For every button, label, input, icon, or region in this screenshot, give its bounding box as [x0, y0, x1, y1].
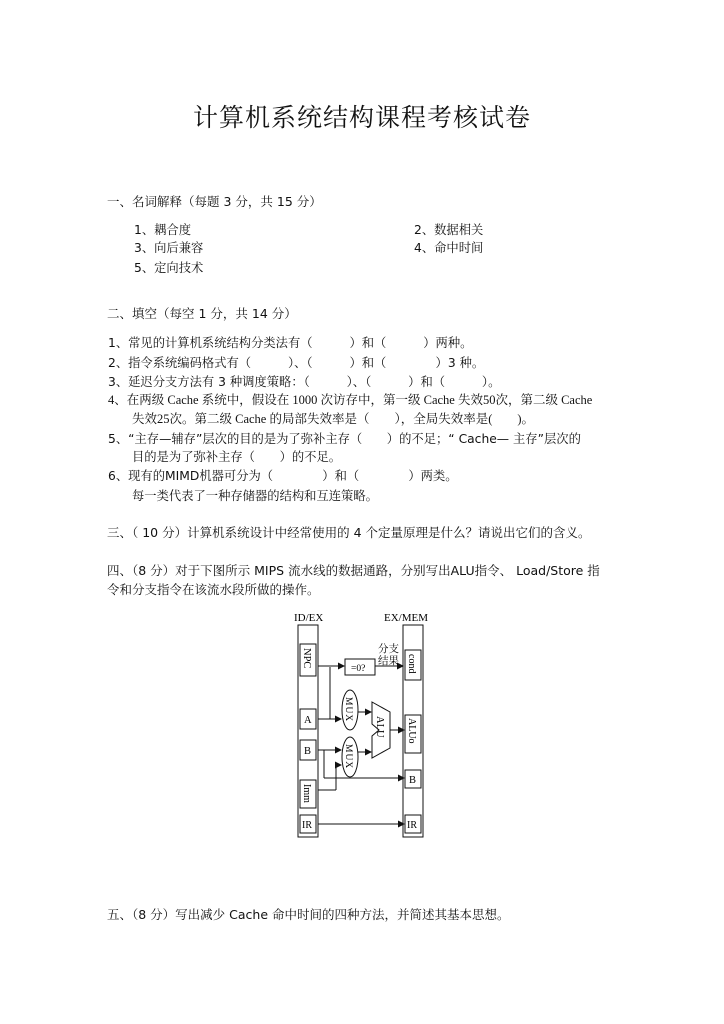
- section5-question: 五、（8 分）写出减少 Cache 命中时间的四种方法，并简述其基本思想。: [107, 907, 510, 922]
- label-id-ex: ID/EX: [294, 612, 324, 624]
- label-b: B: [304, 746, 312, 757]
- fill-line-3: 3、延迟分支方法有 3 种调度策略：（ ）、（ ）和（ ）。: [108, 375, 501, 389]
- section4-question-line1: 四、（8 分）对于下图所示 MIPS 流水线的数据通路，分别写出ALU指令、 Load/Store 指: [107, 563, 600, 578]
- fill-line-6: 6、现有的MIMD机器可分为（ ）和（ ）两类。: [108, 469, 458, 483]
- page-title: 计算机系统结构课程考核试卷: [192, 103, 531, 132]
- label-cond: cond: [406, 654, 417, 674]
- label-ir: IR: [302, 820, 312, 831]
- fill-line-4-cont: 失效25次。第二级 Cache 的局部失效率是（ ），全局失效率是( )。: [132, 412, 535, 426]
- label-alu: ALU: [374, 716, 385, 738]
- fill-line-5-cont: 目的是为了弥补主存（ ）的不足。: [132, 450, 342, 464]
- label-branch-2: 结果: [378, 655, 399, 667]
- label-a: A: [304, 715, 312, 726]
- section4-question-line2: 令和分支指令在该流水段所做的操作。: [107, 582, 320, 597]
- term-3: 3、向后兼容: [134, 241, 204, 255]
- label-branch-1: 分支: [378, 643, 399, 655]
- label-mux-top: MUX: [343, 697, 353, 723]
- label-aluo: ALUo: [406, 718, 417, 744]
- label-npc: NPC: [301, 648, 312, 669]
- section1-heading: 一、名词解释（每题 3 分，共 15 分）: [107, 194, 322, 209]
- label-imm: Imm: [301, 784, 312, 803]
- fill-line-1: 1、常见的计算机系统结构分类法有（ ）和（ ）两种。: [108, 336, 473, 350]
- label-ex-mem: EX/MEM: [384, 612, 428, 624]
- label-mux-bottom: MUX: [343, 744, 353, 770]
- term-1: 1、耦合度: [134, 223, 192, 237]
- term-2: 2、数据相关: [414, 223, 484, 237]
- fill-line-6-cont: 每一类代表了一种存储器的结构和互连策略。: [132, 489, 378, 503]
- label-ir-out: IR: [407, 820, 417, 831]
- term-4: 4、命中时间: [414, 241, 484, 255]
- label-zero-test: =0?: [351, 664, 366, 674]
- section2-heading: 二、填空（每空 1 分，共 14 分）: [107, 306, 297, 321]
- term-5: 5、定向技术: [134, 261, 204, 275]
- section3-question: 三、（ 10 分）计算机系统设计中经常使用的 4 个定量原理是什么？请说出它们的含义。: [107, 525, 591, 540]
- fill-line-2: 2、指令系统编码格式有（ ）、（ ）和（ ）3 种。: [108, 356, 485, 370]
- label-b-out: B: [409, 775, 417, 786]
- fill-line-5: 5、“主存—辅存”层次的目的是为了弥补主存（ ）的不足；“ Cache— 主存”层次的: [108, 432, 581, 446]
- fill-line-4: 4、在两级 Cache 系统中，假设在 1000 次访存中，第一级 Cache 失效50次，第二级 Cache: [108, 393, 593, 407]
